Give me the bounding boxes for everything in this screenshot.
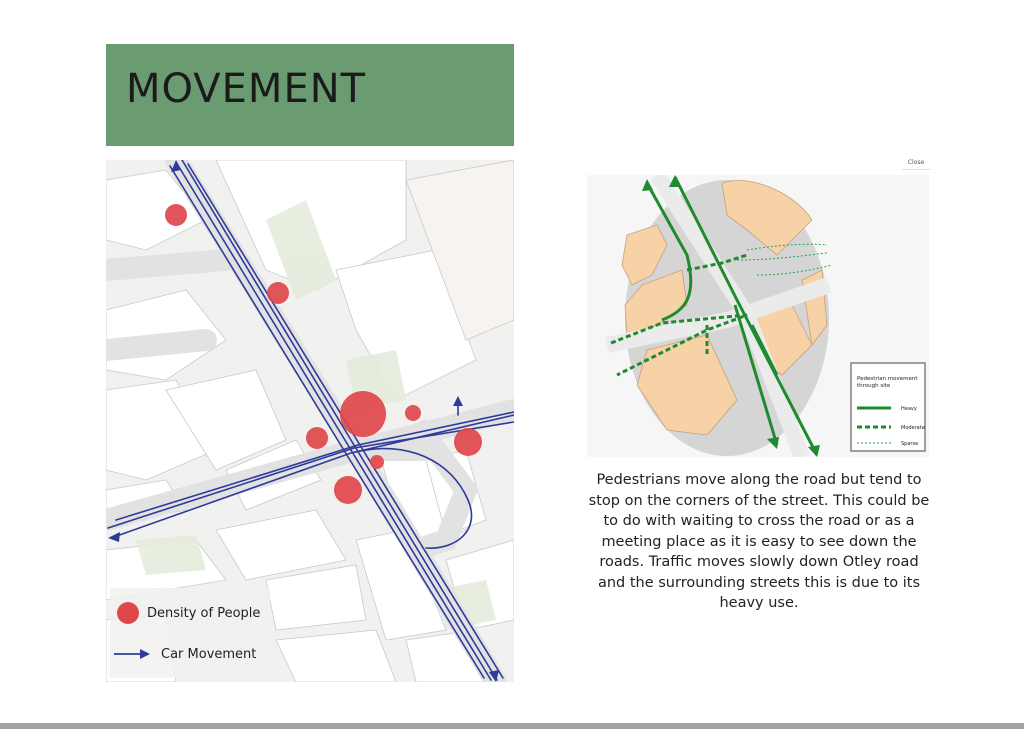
movement-map (106, 160, 514, 682)
page-title: MOVEMENT (126, 66, 367, 112)
density-dot (370, 455, 384, 469)
pedestrian-legend-title-line1: Pedestrian movement (857, 376, 918, 382)
car-movement-legend-label: Car Movement (161, 647, 257, 662)
density-dot (340, 391, 386, 437)
density-dot (267, 282, 289, 304)
movement-map-svg (106, 160, 514, 682)
title-banner (106, 44, 514, 146)
density-legend-label: Density of People (147, 606, 261, 621)
moderate-legend-label: Moderate (901, 425, 925, 431)
density-dot (405, 405, 421, 421)
pedestrian-map-svg (587, 175, 929, 457)
pedestrian-map (587, 175, 929, 457)
close-button[interactable]: Close (902, 157, 930, 170)
density-dot (165, 204, 187, 226)
footer-bar (0, 723, 1024, 729)
pedestrian-legend-title-line2: through site (857, 383, 891, 389)
density-dot (306, 427, 328, 449)
density-dot (454, 428, 482, 456)
description-text: Pedestrians move along the road but tend to stop on the corners of the street. This could be to do with waiting to cross the road or as a meeting place as it is easy to see down the roads. Traffic moves slowly down Otley road and the surrounding streets this is due to its heavy use. (588, 472, 930, 611)
heavy-legend-label: Heavy (901, 406, 917, 412)
density-legend-icon (117, 602, 139, 624)
sparse-legend-label: Sparse (901, 441, 919, 447)
density-dot (334, 476, 362, 504)
